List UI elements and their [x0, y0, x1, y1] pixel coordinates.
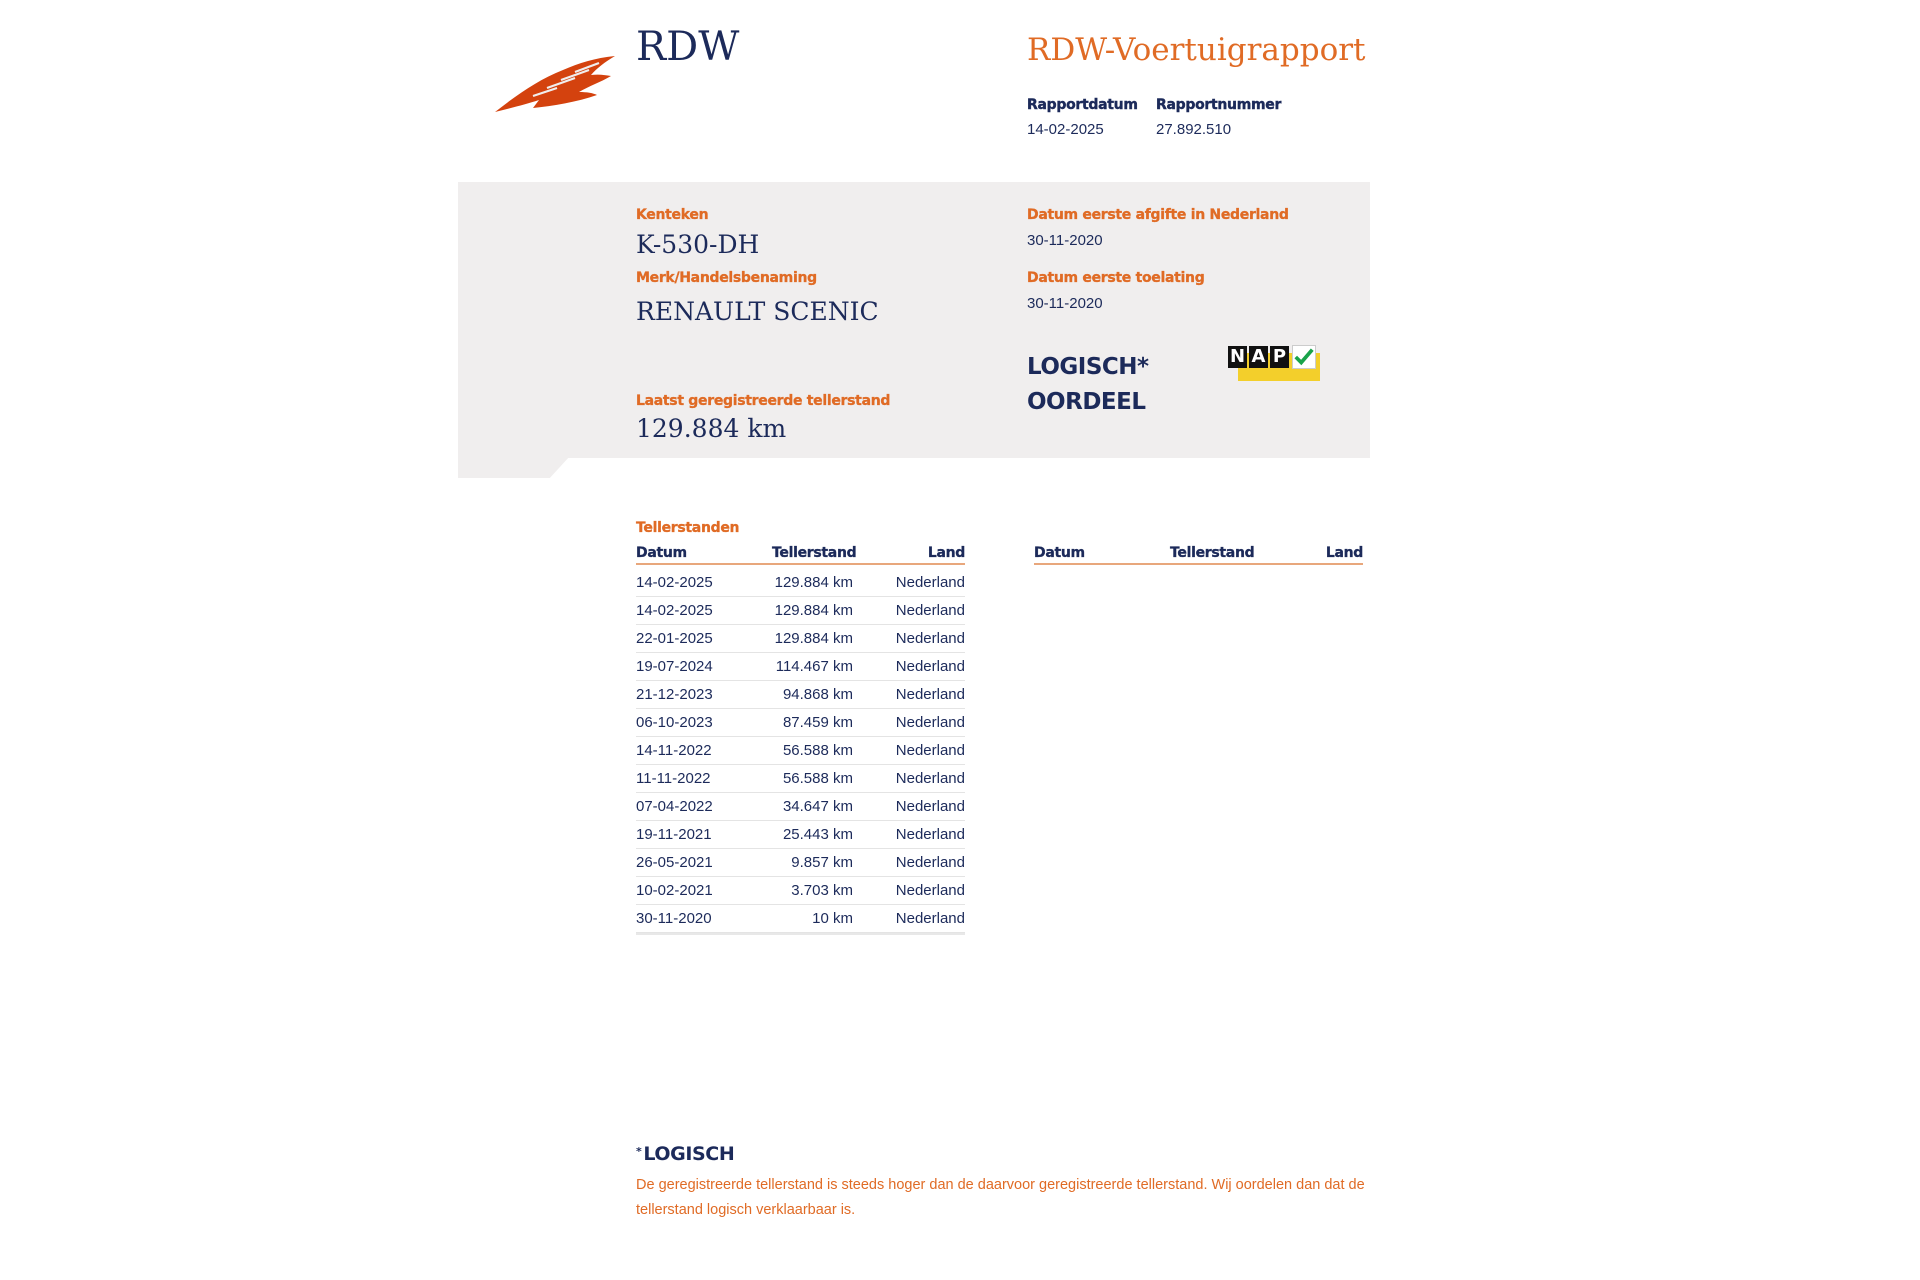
verdict-line-1: LOGISCH*	[1027, 354, 1149, 380]
make-label: Merk/Handelsbenaming	[636, 270, 817, 286]
row-date: 14-02-2025	[636, 602, 713, 619]
table-row	[636, 709, 965, 737]
col-header-date: Datum	[636, 545, 687, 561]
row-date: 07-04-2022	[636, 798, 713, 815]
row-country: Nederland	[895, 910, 965, 927]
row-reading: 34.647 km	[782, 798, 853, 815]
nap-letter-n: N	[1229, 346, 1246, 367]
row-reading: 56.588 km	[782, 770, 853, 787]
col-header-country: Land	[927, 545, 965, 561]
row-date: 26-05-2021	[636, 854, 713, 871]
first-issue-nl-label: Datum eerste afgifte in Nederland	[1027, 207, 1289, 223]
verdict	[1027, 350, 1149, 420]
row-date: 10-02-2021	[636, 882, 713, 899]
row-reading: 56.588 km	[782, 742, 853, 759]
nap-letter-a: A	[1249, 346, 1268, 368]
footnote-heading	[636, 1143, 734, 1165]
plate-value: K-530-DH	[636, 230, 760, 259]
row-date: 19-07-2024	[636, 658, 713, 675]
footnote-heading-text: LOGISCH	[643, 1143, 735, 1165]
panel-notch	[458, 456, 570, 478]
row-country: Nederland	[895, 854, 965, 871]
table-row	[636, 765, 965, 793]
header-divider-right	[1034, 563, 1363, 565]
col-header-reading-right: Tellerstand	[1170, 545, 1255, 561]
row-reading: 9.857 km	[791, 854, 853, 871]
vehicle-summary-panel	[458, 182, 1370, 458]
table-row	[636, 821, 965, 849]
row-country: Nederland	[895, 658, 965, 675]
report-number-label: Rapportnummer	[1156, 97, 1282, 113]
col-header-reading: Tellerstand	[772, 545, 857, 561]
row-reading: 25.443 km	[782, 826, 853, 843]
report-date-label: Rapportdatum	[1027, 97, 1138, 113]
row-country: Nederland	[895, 602, 965, 619]
col-header-country-right: Land	[1325, 545, 1363, 561]
table-row	[636, 569, 965, 597]
first-admission-label: Datum eerste toelating	[1027, 270, 1205, 286]
odometer-table-title: Tellerstanden	[636, 520, 740, 536]
table-row	[636, 681, 965, 709]
table-row	[636, 905, 965, 933]
row-date: 22-01-2025	[636, 630, 713, 647]
last-odometer-label: Laatst geregistreerde tellerstand	[636, 393, 891, 409]
header-divider	[636, 563, 965, 565]
row-country: Nederland	[895, 630, 965, 647]
row-reading: 114.467 km	[775, 658, 853, 675]
row-date: 30-11-2020	[636, 910, 712, 927]
report-date-value: 14-02-2025	[1027, 121, 1104, 138]
table-row	[636, 877, 965, 905]
table-row	[636, 737, 965, 765]
nap-letter-p: P	[1270, 346, 1289, 368]
row-date: 19-11-2021	[636, 826, 712, 843]
row-date: 11-11-2022	[636, 770, 711, 787]
row-reading: 94.868 km	[782, 686, 853, 703]
row-country: Nederland	[895, 574, 965, 591]
rdw-logo-icon	[493, 48, 618, 116]
row-reading: 129.884 km	[774, 602, 853, 619]
table-end-divider	[636, 933, 965, 935]
row-country: Nederland	[895, 742, 965, 759]
row-reading: 129.884 km	[774, 574, 853, 591]
row-country: Nederland	[895, 798, 965, 815]
nap-badge	[1228, 343, 1324, 383]
report-title: RDW-Voertuigrapport	[1027, 32, 1366, 68]
table-row	[636, 597, 965, 625]
table-row	[636, 849, 965, 877]
col-header-date-right: Datum	[1034, 545, 1085, 561]
brand-name: RDW	[636, 24, 740, 70]
checkmark-icon	[1292, 345, 1316, 369]
table-row	[636, 793, 965, 821]
row-country: Nederland	[895, 686, 965, 703]
last-odometer-value: 129.884 km	[636, 414, 787, 443]
row-reading: 87.459 km	[782, 714, 853, 731]
row-country: Nederland	[895, 882, 965, 899]
row-date: 21-12-2023	[636, 686, 713, 703]
row-country: Nederland	[895, 714, 965, 731]
first-admission-value: 30-11-2020	[1027, 295, 1103, 312]
plate-label: Kenteken	[636, 207, 709, 223]
verdict-line-2: OORDEEL	[1027, 389, 1146, 415]
odometer-table-body	[636, 569, 965, 935]
footnote-star: *	[636, 1145, 642, 1158]
report-number-value: 27.892.510	[1156, 121, 1232, 138]
row-date: 14-02-2025	[636, 574, 713, 591]
table-row	[636, 625, 965, 653]
row-date: 06-10-2023	[636, 714, 713, 731]
row-country: Nederland	[895, 770, 965, 787]
footnote-text: De geregistreerde tellerstand is steeds hoger dan de daarvoor geregistreerde tellerstand. Wij oordelen dan dat de tellerstand logisch verklaarbaar is.	[636, 1177, 1365, 1218]
row-reading: 129.884 km	[774, 630, 853, 647]
row-reading: 10 km	[812, 910, 853, 927]
table-row	[636, 653, 965, 681]
row-reading: 3.703 km	[791, 882, 853, 899]
row-date: 14-11-2022	[636, 742, 712, 759]
make-value: RENAULT SCENIC	[636, 297, 879, 326]
first-issue-nl-value: 30-11-2020	[1027, 232, 1103, 249]
row-country: Nederland	[895, 826, 965, 843]
